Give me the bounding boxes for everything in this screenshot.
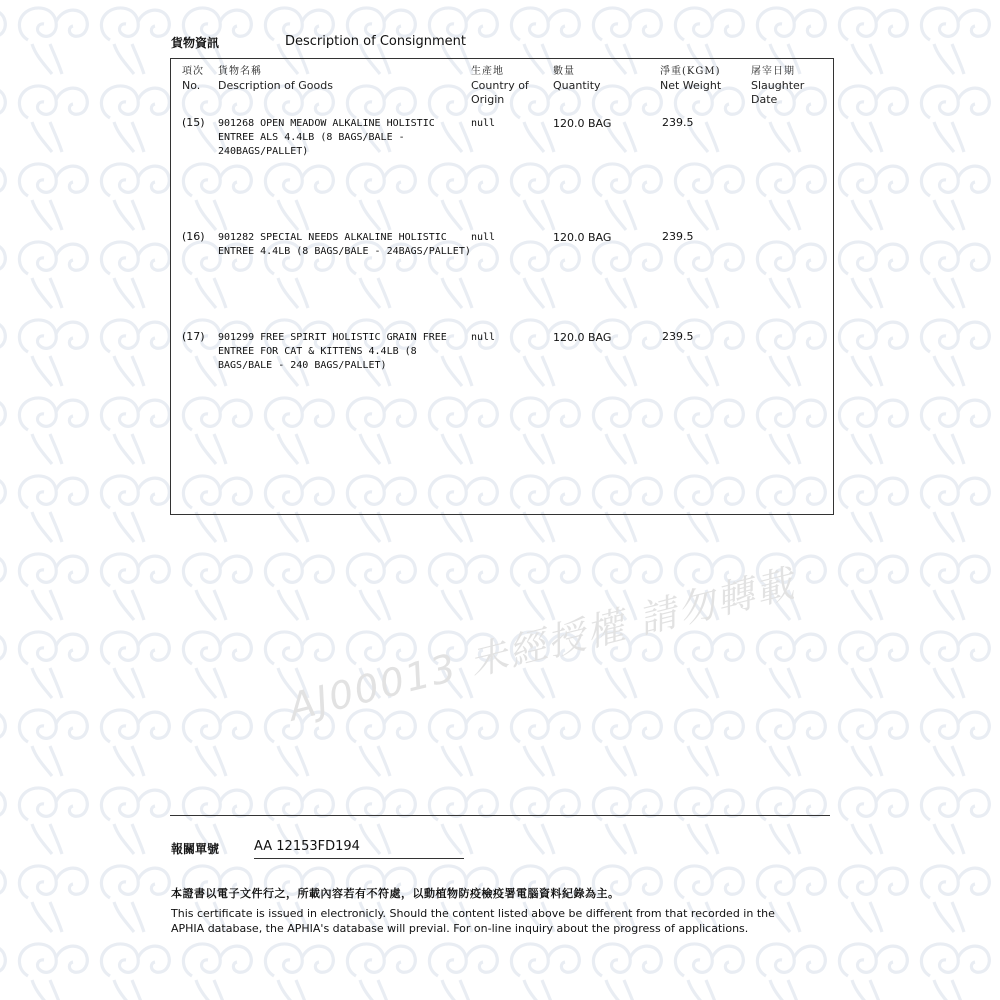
column-header-zh: 貨物名稱 [218, 66, 262, 77]
row-description: 901268 OPEN MEADOW ALKALINE HOLISTIC ENTREE ALS 4.4LB (8 BAGS/BALE - 240BAGS/PALLET) [218, 118, 435, 157]
column-header-origin [471, 62, 529, 107]
column-header-en: Net Weight [660, 79, 722, 92]
row-net-weight: 239.5 [662, 116, 694, 129]
column-header-en: Country of Origin [471, 79, 529, 106]
column-header-slaughter-date [751, 62, 804, 107]
row-quantity: 120.0 BAG [553, 331, 612, 344]
row-quantity: 120.0 BAG [553, 117, 612, 130]
row-origin: null [471, 232, 496, 243]
footer-note-zh: 本證書以電子文件行之，所載內容若有不符處，以動植物防疫檢疫署電腦資料紀錄為主。 [171, 887, 620, 900]
column-header-zh: 淨重(KGM) [660, 66, 721, 77]
column-header-zh: 屠宰日期 [751, 66, 795, 77]
row-origin: null [471, 118, 496, 129]
column-header-en: Quantity [553, 79, 601, 92]
column-header-net-weight [660, 62, 721, 93]
footer-note-en-line1: This certificate is issued in electronicly. Should the content listed above be different from that recorded in the [171, 907, 775, 920]
watermark-text: AJ00013 未經授權 請勿轉載 [284, 560, 800, 730]
row-net-weight: 239.5 [662, 330, 694, 343]
footer-note-en-line2: APHIA database, the APHIA's database will previal. For on-line inquiry about the progress of applications. [171, 922, 749, 935]
row-no: (15) [182, 116, 205, 129]
section-title-zh: 貨物資訊 [171, 36, 220, 50]
column-header-zh: 生產地 [471, 66, 504, 77]
row-no: (17) [182, 330, 205, 343]
section-title-en: Description of Consignment [285, 34, 466, 49]
column-header-en: Slaughter Date [751, 79, 805, 106]
column-header-no [182, 62, 204, 93]
column-header-zh: 項次 [182, 66, 204, 77]
row-quantity: 120.0 BAG [553, 231, 612, 244]
row-no: (16) [182, 230, 205, 243]
column-header-zh: 數量 [553, 66, 575, 77]
section-divider [170, 815, 830, 816]
column-header-description [218, 62, 333, 93]
column-header-en: No. [182, 79, 201, 92]
declaration-label: 報關單號 [171, 842, 220, 856]
row-net-weight: 239.5 [662, 230, 694, 243]
declaration-number: AA 12153FD194 [254, 839, 360, 854]
row-description: 901299 FREE SPIRIT HOLISTIC GRAIN FREE ENTREE FOR CAT & KITTENS 4.4LB (8 BAGS/BALE - 240 BAGS/PALLET) [218, 332, 447, 371]
declaration-underline [254, 858, 464, 859]
column-header-quantity [553, 62, 601, 93]
column-header-en: Description of Goods [218, 79, 333, 92]
row-origin: null [471, 332, 496, 343]
row-description: 901282 SPECIAL NEEDS ALKALINE HOLISTIC ENTREE 4.4LB (8 BAGS/BALE - 24BAGS/PALLET) [218, 232, 471, 257]
